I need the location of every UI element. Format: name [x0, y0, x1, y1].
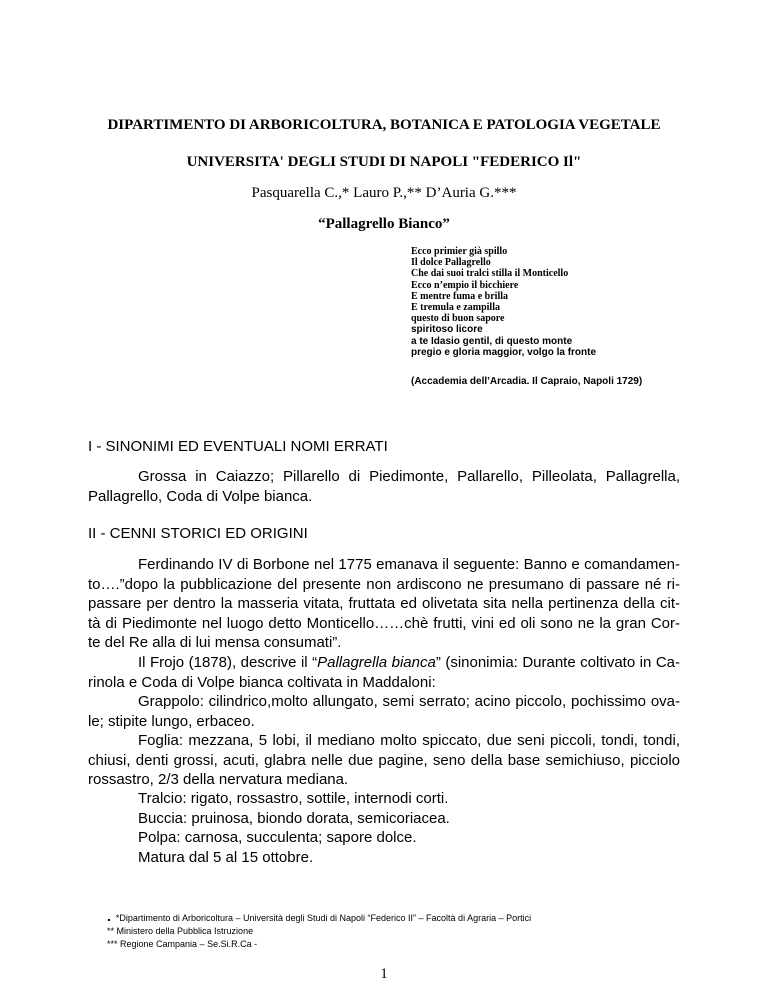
- frojo-line: rinola e Coda di Volpe bianca coltivata in Maddaloni:: [88, 673, 436, 691]
- grappolo-line: le; stipite lungo, erbaceo.: [88, 712, 255, 730]
- poem-line: pregio e gloria maggior, volgo la fronte: [411, 346, 597, 358]
- foglia-line: Foglia: mezzana, 5 lobi, il mediano molto spiccato, due seni piccoli, tondi, tondi,: [138, 732, 680, 749]
- history-line: passare per dentro la masseria vitata, fruttata ed olivetata sita nella pertinenza della cit-: [88, 595, 680, 613]
- synonyms-line: Pallagrello, Coda di Volpe bianca.: [88, 487, 313, 505]
- synonyms-paragraph: [88, 467, 680, 506]
- poem-line: E tremula e zampilla: [411, 302, 500, 314]
- footnote-1-text: *Dipartimento di Arboricoltura – Università degli Studi di Napoli “Federico II” – Facoltà di Agraria – Portici: [115, 913, 532, 923]
- polpa-line: Polpa: carnosa, succulenta; sapore dolce.: [138, 829, 417, 846]
- synonyms-line: Grossa in Caiazzo; Pillarello di Piedimonte, Pallarello, Pilleolata, Pallagrella,: [138, 468, 680, 485]
- history-line: Ferdinando IV di Borbone nel 1775 emanava il seguente: Banno e comandamen-: [138, 556, 680, 573]
- foglia-line: chiusi, denti grossi, acuti, glabra nelle due pagine, seno della base semichiuso, picciolo: [88, 751, 680, 769]
- poem-line: Il dolce Pallagrello: [411, 257, 491, 269]
- section-heading-history: II - CENNI STORICI ED ORIGINI: [88, 525, 308, 542]
- frojo-italic-name: Pallagrella bianca: [317, 654, 436, 671]
- section-heading-synonyms: I - SINONIMI ED EVENTUALI NOMI ERRATI: [88, 438, 388, 455]
- poem-line: spiritoso licore: [411, 324, 483, 336]
- poem-line: Che dai suoi tralci stilla il Monticello: [411, 268, 569, 280]
- poem-line: a te Idasio gentil, di questo monte: [411, 335, 573, 347]
- department-heading: DIPARTIMENTO DI ARBORICOLTURA, BOTANICA E PATOLOGIA VEGETALE: [107, 117, 661, 133]
- poem-line: Ecco primier già spillo: [411, 246, 508, 257]
- poem-citation: (Accademia dell’Arcadia. Il Capraio, Napoli 1729): [411, 376, 643, 387]
- frojo-rest: ” (sinonimia: Durante coltivato in Ca-: [435, 654, 680, 671]
- grappolo-line: Grappolo: cilindrico,molto allungato, semi serrato; acino piccolo, pochissimo ova-: [138, 693, 680, 710]
- footnote-1: [107, 908, 532, 924]
- footnote-marker: .: [107, 908, 111, 924]
- grappolo-paragraph: [88, 692, 680, 731]
- foglia-line: rossastro, 2/3 della nervatura mediana.: [88, 771, 349, 789]
- poem-line: E mentre fuma e brilla: [411, 290, 509, 302]
- poem-line: Ecco n’empio il bicchiere: [411, 279, 519, 291]
- buccia-line: Buccia: pruinosa, biondo dorata, semicoriacea.: [138, 810, 450, 827]
- frojo-paragraph: [88, 653, 680, 692]
- document-title: “Pallagrello Bianco”: [318, 216, 450, 232]
- university-heading: UNIVERSITA' DEGLI STUDI DI NAPOLI "FEDERICO Il": [186, 154, 582, 170]
- history-line: te del Re alla di lui mensa consumati”.: [88, 634, 342, 652]
- page-number: 1: [380, 966, 388, 982]
- foglia-paragraph: [88, 731, 680, 790]
- history-line: to….”dopo la pubblicazione del presente non ardiscono ne presumano di passare né ri-: [88, 575, 680, 593]
- footnote-2: ** Ministero della Pubblica Istruzione: [107, 926, 254, 936]
- history-line: tà di Piedimonte nel luogo detto Monticello……chè frutti, vini ed oli sono ne la gran Cor-: [88, 614, 680, 632]
- tralcio-line: Tralcio: rigato, rossastro, sottile, internodi corti.: [138, 790, 449, 807]
- footnote-3: *** Regione Campania – Se.Si.R.Ca -: [107, 939, 258, 949]
- authors-line: Pasquarella C.,* Lauro P.,** D’Auria G.***: [251, 185, 517, 201]
- frojo-lead: Il Frojo (1878), descrive il “: [138, 654, 318, 671]
- matura-line: Matura dal 5 al 15 ottobre.: [138, 849, 314, 866]
- history-paragraph: [88, 555, 680, 653]
- poem-epigraph: [411, 246, 596, 358]
- poem-line: questo di buon sapore: [411, 313, 505, 325]
